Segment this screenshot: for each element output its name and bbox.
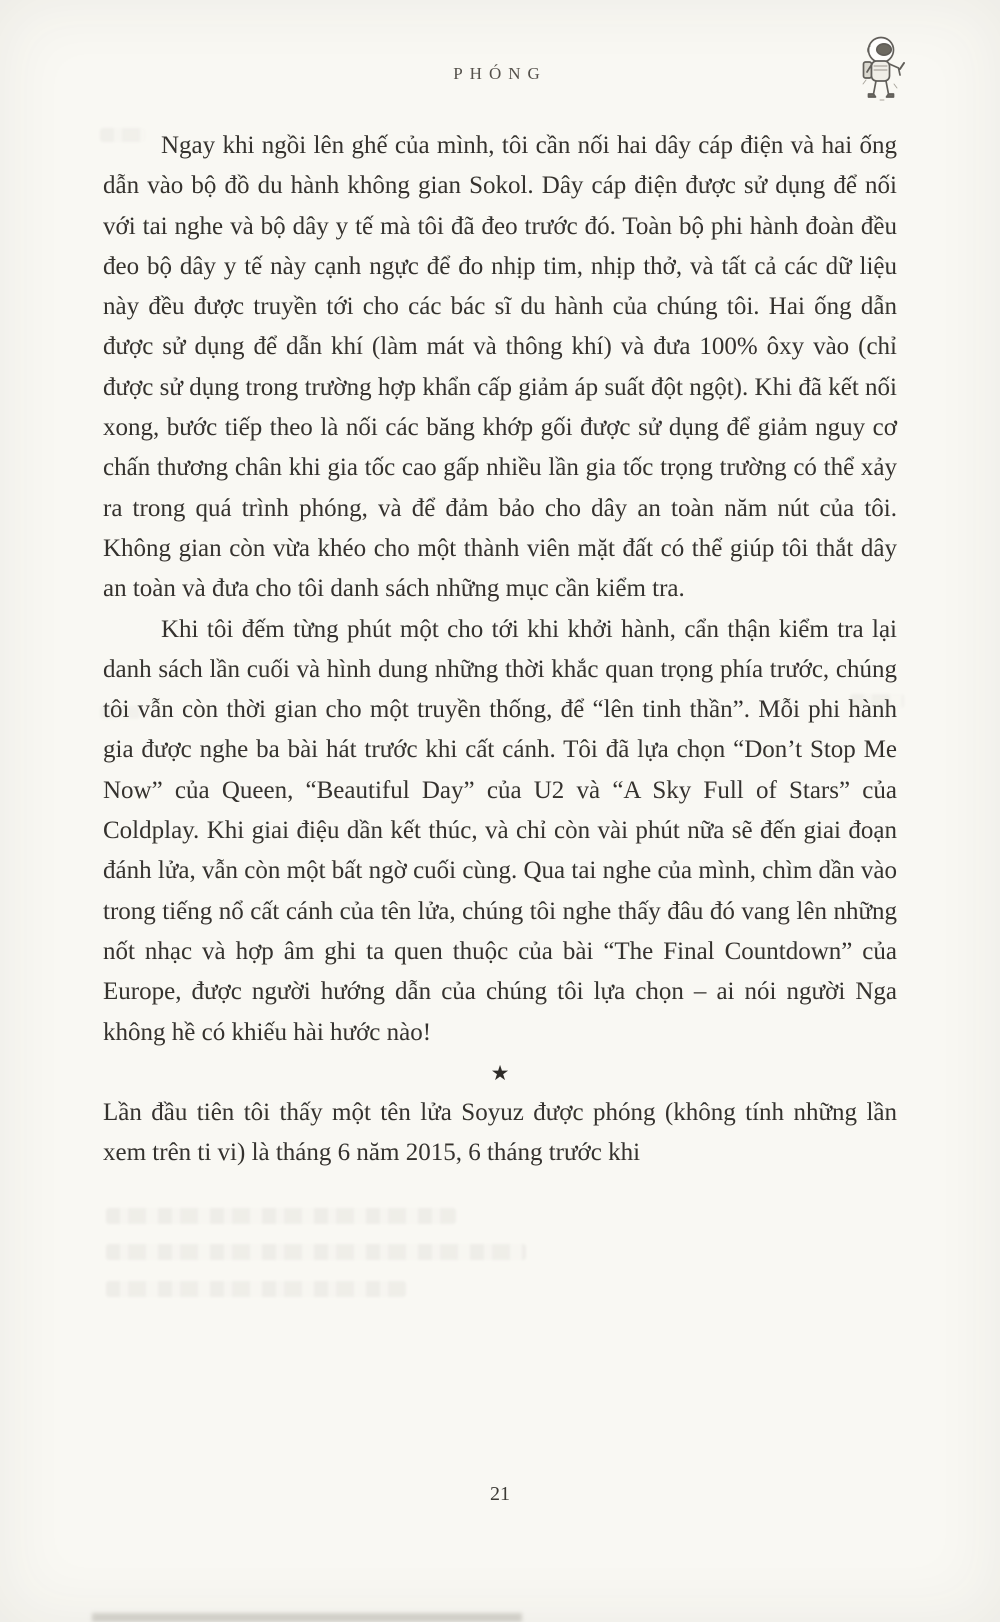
- scene-break-star: ★: [490, 1060, 510, 1085]
- paragraph-first-soyuz-launch: Lần đầu tiên tôi thấy một tên lửa Soyuz được phóng (không tính những lần xem trên ti vi) là tháng 6 năm 2015, 6 tháng trước khi: [103, 1099, 897, 1167]
- astronaut-icon: [850, 34, 910, 106]
- page-body-text: [103, 126, 897, 1174]
- paragraph-launch-songs: Khi tôi đếm từng phút một cho tới khi khởi hành, cẩn thận kiểm tra lại danh sách lần cuối và hình dung những thời khắc quan trọng phía trước, chúng tôi vẫn còn thời gian cho một truyền thống, để “lên tinh thần”. Mỗi phi hành gia được nghe ba bài hát trước khi cất cánh. Tôi đã lựa chọn “Don’t Stop Me Now” của Queen, “Beautiful Day” của U2 và “A Sky Full of Stars” của Coldplay. Khi giai điệu dần kết thúc, và chỉ còn vài phút nữa sẽ đến giai đoạn đánh lửa, vẫn còn một bất ngờ cuối cùng. Qua tai nghe của mình, chìm dần vào trong tiếng nổ cất cánh của tên lửa, chúng tôi nghe thấy đâu đó vang lên những nốt nhạc và hợp âm ghi ta quen thuộc của bài “The Final Countdown” của Europe, được người hướng dẫn của chúng tôi lựa chọn – ai nói người Nga không hề có khiếu hài hước nào!: [103, 615, 897, 1046]
- page-number: 21: [490, 1483, 510, 1505]
- page-bleed-through: [106, 1281, 406, 1297]
- running-head-title: PHÓNG: [453, 64, 547, 83]
- paragraph-suit-connections: Ngay khi ngồi lên ghế của mình, tôi cần nối hai dây cáp điện và hai ống dẫn vào bộ đồ du hành không gian Sokol. Dây cáp điện được sử dụng để nối với tai nghe và bộ dây y tế mà tôi đã đeo trước đó. Toàn bộ phi hành đoàn đều đeo bộ dây y tế này cạnh ngực để đo nhịp tim, nhịp thở, và tất cả các dữ liệu này đều được truyền tới cho các bác sĩ du hành của chúng tôi. Hai ống dẫn được sử dụng để dẫn khí (làm mát và thông khí) và đưa 100% ôxy vào (chỉ được sử dụng trong trường hợp khẩn cấp giảm áp suất đột ngột). Khi đã kết nối xong, bước tiếp theo là nối các băng khớp gối được sử dụng để giảm nguy cơ chấn thương chân khi gia tốc cao gấp nhiều lần gia tốc trọng trường có thể xảy ra trong quá trình phóng, và để đảm bảo cho dây an toàn năm nút của tôi. Không gian còn vừa khéo cho một thành viên mặt đất có thể giúp tôi thắt dây an toàn và đưa cho tôi danh sách những mục cần kiểm tra.: [103, 132, 897, 603]
- scan-edge-shadow: [92, 1613, 522, 1622]
- page-bleed-through: [106, 1244, 526, 1260]
- page-bleed-through: [106, 1208, 456, 1224]
